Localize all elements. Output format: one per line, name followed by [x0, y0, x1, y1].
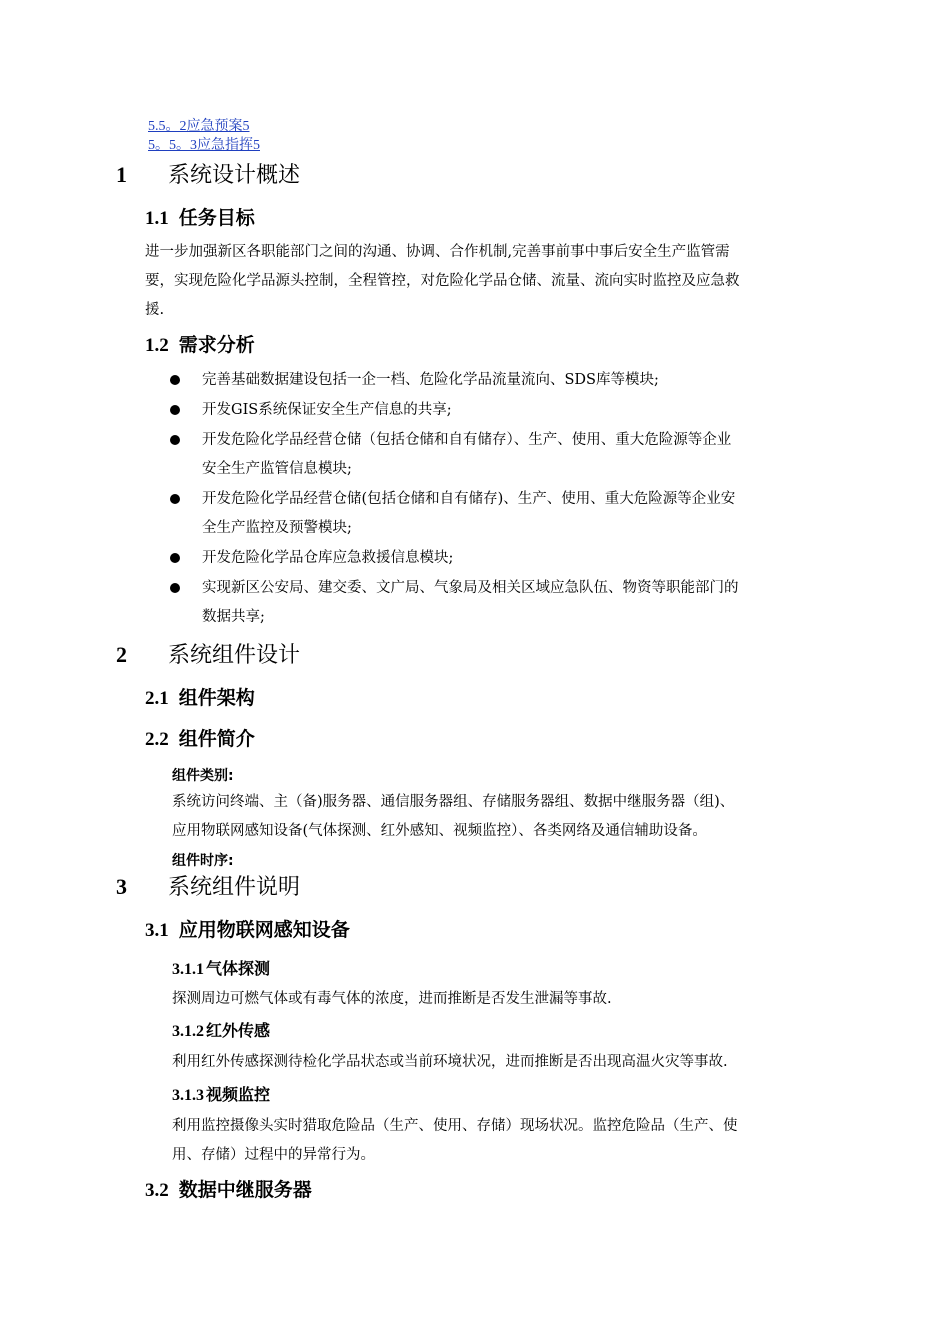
paragraph-line: 探测周边可燃气体或有毒气体的浓度，进而推断是否发生泄漏等事故. [172, 991, 612, 1007]
heading-title: 系统组件设计 [168, 643, 301, 668]
toc-link-emergency-command[interactable]: 5。5。3应急指挥5 [148, 138, 260, 153]
heading-section-3 [116, 870, 300, 901]
heading-section-3-1-1 [172, 956, 270, 979]
heading-number: 1.2 [145, 335, 169, 356]
heading-number: 3.1.2 [172, 1023, 204, 1040]
bullet-text: 完善基础数据建设包括一企一档、危险化学品流量流向、SDS库等模块; [202, 372, 659, 388]
heading-number: 1 [116, 162, 127, 187]
paragraph-line: 系统访问终端、主（备)服务器、通信服务器组、存储服务器组、数据中继服务器（组)、 [172, 794, 735, 810]
toc-link-emergency-plan[interactable]: 5.5。2应急预案5 [148, 119, 250, 134]
paragraph-video-monitoring [172, 1112, 738, 1170]
bullet-text: 开发危险化学品经营仓储(包括仓储和自有储存)、生产、使用、重大危险源等企业安 [202, 491, 736, 507]
heading-section-2 [116, 638, 300, 669]
bullet-icon [170, 405, 180, 415]
bullet-text: 全生产监控及预警模块; [202, 520, 352, 536]
heading-number: 3.2 [145, 1180, 169, 1201]
paragraph-line: 利用监控摄像头实时猎取危险品（生产、使用、存储）现场状况。监控危险品（生产、使 [172, 1118, 738, 1134]
heading-number: 2.1 [145, 688, 169, 709]
paragraph-line: 利用红外传感探测待检化学品状态或当前环境状况，进而推断是否出现高温火灾等事故. [172, 1054, 728, 1070]
heading-section-1 [116, 158, 300, 189]
paragraph-line: 要，实现危险化学品源头控制，全程管控，对危险化学品仓储、流量、流向实时监控及应急救 [145, 273, 740, 289]
heading-number: 1.1 [145, 208, 169, 229]
heading-section-3-1 [145, 915, 350, 942]
heading-section-2-2 [145, 724, 255, 751]
label-component-category: 组件类别: [172, 768, 234, 784]
bullet-icon [170, 583, 180, 593]
heading-number: 3.1 [145, 920, 169, 941]
paragraph-line: 用、存储）过程中的异常行为。 [172, 1147, 375, 1163]
bullet-text: 开发危险化学品经营仓储（包括仓储和自有储存）、生产、使用、重大危险源等企业 [202, 432, 732, 448]
bullet-icon [170, 435, 180, 445]
heading-number: 3.1.3 [172, 1087, 204, 1104]
heading-number: 2.2 [145, 729, 169, 750]
paragraph-line: 应用物联网感知设备(气体探测、红外感知、视频监控）、各类网络及通信辅助设备。 [172, 823, 707, 839]
heading-title: 视频监控 [206, 1085, 271, 1104]
paragraph-line: 进一步加强新区各职能部门之间的沟通、协调、合作机制,完善事前事中事后安全生产监管需 [145, 244, 730, 260]
heading-title: 应用物联网感知设备 [178, 919, 350, 941]
heading-title: 系统设计概述 [168, 163, 301, 188]
heading-number: 2 [116, 642, 127, 667]
paragraph-component-intro [172, 788, 734, 846]
paragraph-line: 援. [145, 302, 165, 318]
heading-title: 气体探测 [206, 959, 271, 978]
bullet-text: 开发GIS系统保证安全生产信息的共享; [202, 402, 452, 418]
paragraph-gas-detection [172, 985, 612, 1014]
heading-section-3-1-3 [172, 1082, 270, 1105]
bullet-text: 安全生产监管信息模块; [202, 461, 352, 477]
heading-section-3-1-2 [172, 1018, 270, 1041]
heading-title: 组件简介 [178, 728, 255, 750]
heading-title: 需求分析 [178, 334, 255, 356]
bullet-icon [170, 375, 180, 385]
bullet-text: 开发危险化学品仓库应急救援信息模块; [202, 550, 454, 566]
heading-section-3-2 [145, 1175, 312, 1202]
heading-title: 任务目标 [178, 207, 255, 229]
bullet-icon [170, 494, 180, 504]
bullet-text: 数据共享; [202, 609, 265, 625]
heading-title: 数据中继服务器 [178, 1179, 312, 1201]
heading-section-2-1 [145, 683, 255, 710]
heading-title: 组件架构 [178, 687, 255, 709]
label-component-timing: 组件时序: [172, 853, 234, 869]
heading-title: 系统组件说明 [168, 875, 301, 900]
heading-number: 3.1.1 [172, 961, 204, 978]
heading-section-1-2 [145, 330, 255, 357]
bullet-icon [170, 553, 180, 563]
heading-title: 红外传感 [206, 1021, 271, 1040]
paragraph-task-goal [145, 238, 740, 325]
heading-number: 3 [116, 874, 127, 899]
bullet-text: 实现新区公安局、建交委、文广局、气象局及相关区域应急队伍、物资等职能部门的 [202, 580, 739, 596]
paragraph-infrared [172, 1048, 728, 1077]
heading-section-1-1 [145, 203, 255, 230]
